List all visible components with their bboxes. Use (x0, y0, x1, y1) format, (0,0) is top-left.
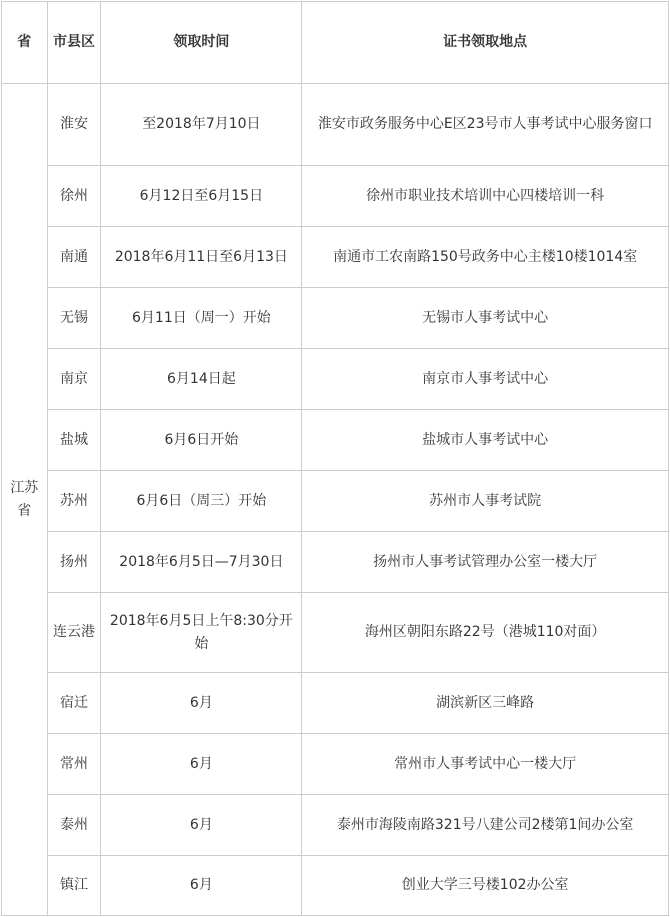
table-header-row (2, 2, 669, 84)
city-cell: 徐州 (47, 166, 101, 227)
place-cell: 创业大学三号楼102办公室 (302, 856, 669, 916)
place-cell: 淮安市政务服务中心E区23号市人事考试中心服务窗口 (302, 84, 669, 166)
place-cell: 苏州市人事考试院 (302, 471, 669, 532)
time-cell: 6月14日起 (101, 349, 302, 410)
place-cell: 海州区朝阳东路22号（港城110对面） (302, 593, 669, 673)
time-cell: 6月 (101, 795, 302, 856)
city-cell: 扬州 (47, 532, 101, 593)
city-cell: 南京 (47, 349, 101, 410)
table-row (2, 471, 669, 532)
city-cell: 淮安 (47, 84, 101, 166)
city-cell: 连云港 (47, 593, 101, 673)
place-cell: 无锡市人事考试中心 (302, 288, 669, 349)
city-cell: 无锡 (47, 288, 101, 349)
time-cell: 6月6日（周三）开始 (101, 471, 302, 532)
table-row (2, 227, 669, 288)
table-row (2, 734, 669, 795)
place-cell: 南京市人事考试中心 (302, 349, 669, 410)
header-place: 证书领取地点 (302, 2, 669, 84)
city-cell: 泰州 (47, 795, 101, 856)
time-cell: 至2018年7月10日 (101, 84, 302, 166)
city-cell: 苏州 (47, 471, 101, 532)
city-cell: 宿迁 (47, 673, 101, 734)
header-city: 市县区 (47, 2, 101, 84)
city-cell: 盐城 (47, 410, 101, 471)
place-cell: 盐城市人事考试中心 (302, 410, 669, 471)
time-cell: 6月 (101, 734, 302, 795)
place-cell: 泰州市海陵南路321号八建公司2楼第1间办公室 (302, 795, 669, 856)
city-cell: 南通 (47, 227, 101, 288)
table-row (2, 349, 669, 410)
table-row (2, 795, 669, 856)
time-cell: 6月11日（周一）开始 (101, 288, 302, 349)
table-row (2, 84, 669, 166)
place-cell: 徐州市职业技术培训中心四楼培训一科 (302, 166, 669, 227)
table-row (2, 673, 669, 734)
time-cell: 6月 (101, 856, 302, 916)
city-cell: 常州 (47, 734, 101, 795)
place-cell: 湖滨新区三峰路 (302, 673, 669, 734)
certificate-pickup-table (1, 1, 669, 916)
table-row (2, 856, 669, 916)
time-cell: 2018年6月5日上午8:30分开始 (101, 593, 302, 673)
table-row (2, 410, 669, 471)
time-cell: 6月12日至6月15日 (101, 166, 302, 227)
time-cell: 2018年6月11日至6月13日 (101, 227, 302, 288)
header-province: 省 (2, 2, 48, 84)
time-cell: 2018年6月5日—7月30日 (101, 532, 302, 593)
place-cell: 南通市工农南路150号政务中心主楼10楼1014室 (302, 227, 669, 288)
place-cell: 扬州市人事考试管理办公室一楼大厅 (302, 532, 669, 593)
table-row (2, 288, 669, 349)
table-row (2, 532, 669, 593)
time-cell: 6月6日开始 (101, 410, 302, 471)
province-cell: 江苏省 (2, 84, 48, 916)
table-row (2, 166, 669, 227)
place-cell: 常州市人事考试中心一楼大厅 (302, 734, 669, 795)
time-cell: 6月 (101, 673, 302, 734)
city-cell: 镇江 (47, 856, 101, 916)
header-time: 领取时间 (101, 2, 302, 84)
table-row (2, 593, 669, 673)
